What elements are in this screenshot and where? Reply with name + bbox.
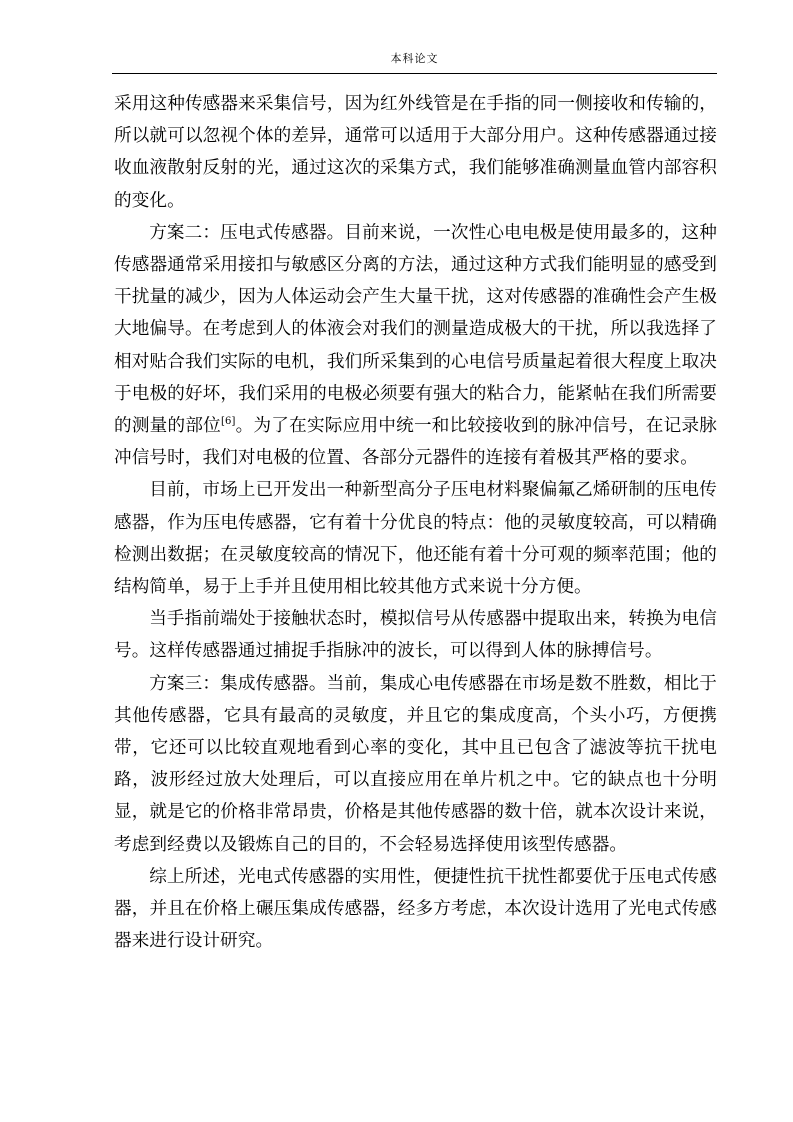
- citation-reference: [6]: [221, 416, 236, 428]
- paragraph-text: 。为了在实际应用中统一和比较接收到的脉冲信号，在记录脉冲信号时，我们对电极的位置、各部分元器件的连接有着极其严格的要求。: [114, 416, 718, 469]
- header-divider: [112, 73, 717, 74]
- paragraph-continued: 采用这种传感器来采集信号，因为红外线管是在手指的同一侧接收和传输的，所以就可以忽视个体的差异，通常可以适用于大部分用户。这种传感器通过接收血液散射反射的光，通过这次的采集方式，我们能够准确测量血管内部容积的变化。: [114, 94, 717, 211]
- paragraph-text: 方案二：压电式传感器。目前来说，一次性心电电极是使用最多的，这种传感器通常采用接扣与敏感区分离的方法，通过这种方式我们能明显的感受到干扰量的减少，因为人体运动会产生大量干扰，这对传感器的准确性会产生极大地偏导。在考虑到人的体液会对我们的测量造成极大的干扰，所以我选择了相对贴合我们实际的电机，我们所采集到的心电信号质量起着很大程度上取决于电极的好坏，我们采用的电极必须要有强大的粘合力，能紧帖在我们所需要的测量的部位: [114, 222, 717, 437]
- paragraph-pvdf-sensor: 目前，市场上已开发出一种新型高分子压电材料聚偏氟乙烯研制的压电传感器，作为压电传感器，它有着十分优良的特点：他的灵敏度较高，可以精确检测出数据；在灵敏度较高的情况下，他还能有着十分可观的频率范围；他的结构简单，易于上手并且使用相比较其他方式来说十分方便。: [114, 480, 717, 598]
- paragraph-conclusion: 综上所述，光电式传感器的实用性，便捷性抗干扰性都要优于压电式传感器，并且在价格上碾压集成传感器，经多方考虑，本次设计选用了光电式传感器来进行设计研究。: [114, 866, 717, 952]
- document-body: [114, 88, 717, 957]
- paragraph-scheme-two: [114, 217, 717, 475]
- page-header: 本科论文: [390, 52, 439, 65]
- paragraph-scheme-three: 方案三：集成传感器。当前，集成心电传感器在市场是数不胜数，相比于其他传感器，它具有最高的灵敏度，并且它的集成度高，个头小巧，方便携带，它还可以比较直观地看到心率的变化，其中且已包含了滤波等抗干扰电路，波形经过放大处理后，可以直接应用在单片机之中。它的缺点也十分明显，就是它的价格非常昂贵，价格是其他传感器的数十倍，就本次设计来说，考虑到经费以及锻炼自己的目的，不会轻易选择使用该型传感器。: [114, 673, 717, 855]
- paragraph-signal-conversion: 当手指前端处于接触状态时，模拟信号从传感器中提取出来，转换为电信号。这样传感器通过捕捉手指脉冲的波长，可以得到人体的脉搏信号。: [114, 609, 717, 662]
